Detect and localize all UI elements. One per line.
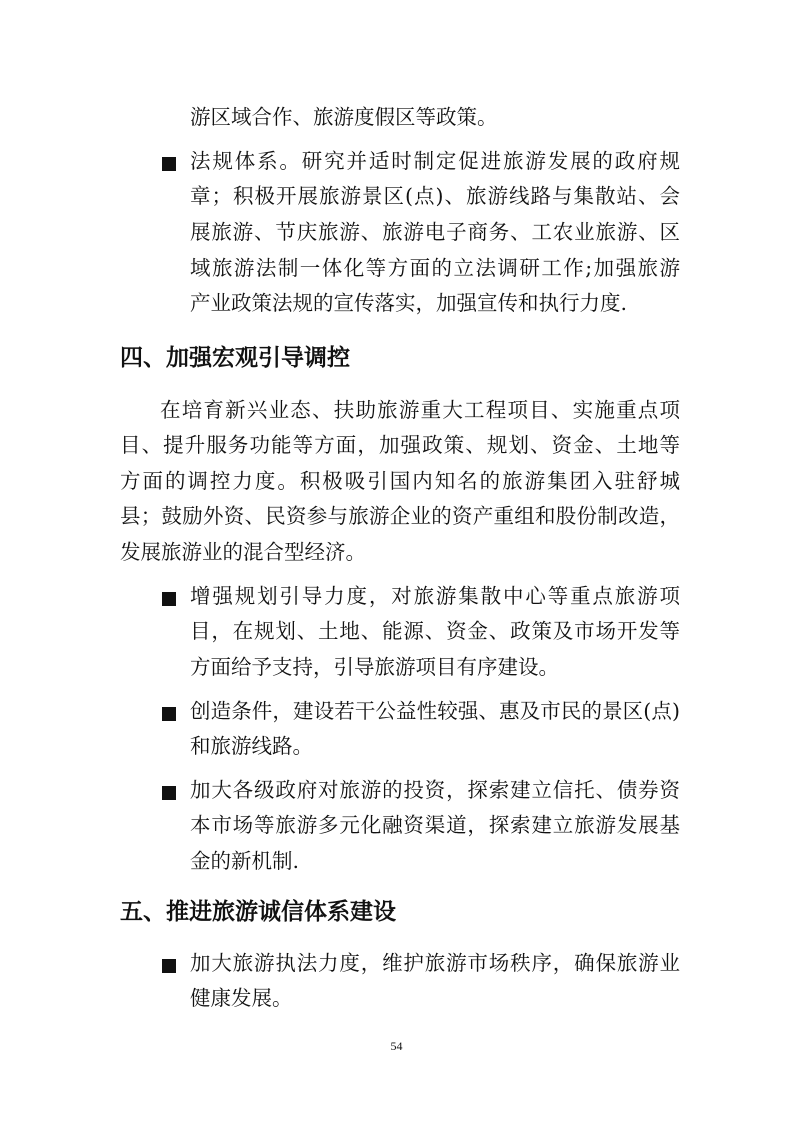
bullet-3-line-2: 和旅游线路。 — [190, 734, 313, 758]
continuation-line: 游区域合作、旅游度假区等政策。 — [190, 105, 498, 129]
bullet-square-icon — [162, 707, 176, 721]
bullet-2-line-3: 方面给予支持，引导旅游项目有序建设。 — [190, 655, 559, 679]
bullet-square-icon — [162, 157, 176, 171]
paragraph-line-3: 方面的调控力度。积极吸引国内知名的旅游集团入驻舒城 — [120, 469, 680, 493]
bullet-4-line-1: 加大各级政府对旅游的投资，探索建立信托、债券资 — [190, 778, 680, 802]
bullet-4-line-2: 本市场等旅游多元化融资渠道，探索建立旅游发展基 — [190, 813, 680, 837]
bullet-5-line-1: 加大旅游执法力度，维护旅游市场秩序，确保旅游业 — [190, 951, 680, 975]
paragraph-line-4: 县；鼓励外资、民资参与旅游企业的资产重组和股份制改造， — [120, 504, 680, 528]
bullet-2-line-1: 增强规划引导力度，对旅游集散中心等重点旅游项 — [190, 584, 680, 608]
section-heading-4: 四、加强宏观引导调控 — [120, 345, 350, 371]
bullet-square-icon — [162, 786, 176, 800]
bullet-4-line-3: 金的新机制. — [190, 849, 300, 873]
paragraph-line-2: 目、提升服务功能等方面，加强政策、规划、资金、土地等 — [120, 433, 680, 457]
bullet-1-line-2: 章；积极开展旅游景区(点)、旅游线路与集散站、会 — [190, 184, 680, 208]
bullet-square-icon — [162, 592, 176, 606]
bullet-1-line-4: 域旅游法制一体化等方面的立法调研工作;加强旅游 — [190, 256, 680, 280]
bullet-5-line-2: 健康发展。 — [190, 986, 293, 1010]
page-number: 54 — [390, 1039, 403, 1053]
bullet-3-line-1: 创造条件，建设若干公益性较强、惠及市民的景区(点) — [190, 699, 680, 723]
bullet-square-icon — [162, 959, 176, 973]
bullet-2-line-2: 目，在规划、土地、能源、资金、政策及市场开发等 — [190, 619, 680, 643]
section-heading-5: 五、推进旅游诚信体系建设 — [120, 899, 396, 925]
paragraph-line-5: 发展旅游业的混合型经济。 — [120, 540, 366, 564]
bullet-1-line-3: 展旅游、节庆旅游、旅游电子商务、工农业旅游、区 — [190, 220, 680, 244]
bullet-1-line-5: 产业政策法规的宣传落实，加强宣传和执行力度. — [190, 291, 628, 315]
bullet-1-line-1: 法规体系。研究并适时制定促进旅游发展的政府规 — [190, 149, 680, 173]
paragraph-line-1: 在培育新兴业态、扶助旅游重大工程项目、实施重点项 — [160, 398, 680, 422]
